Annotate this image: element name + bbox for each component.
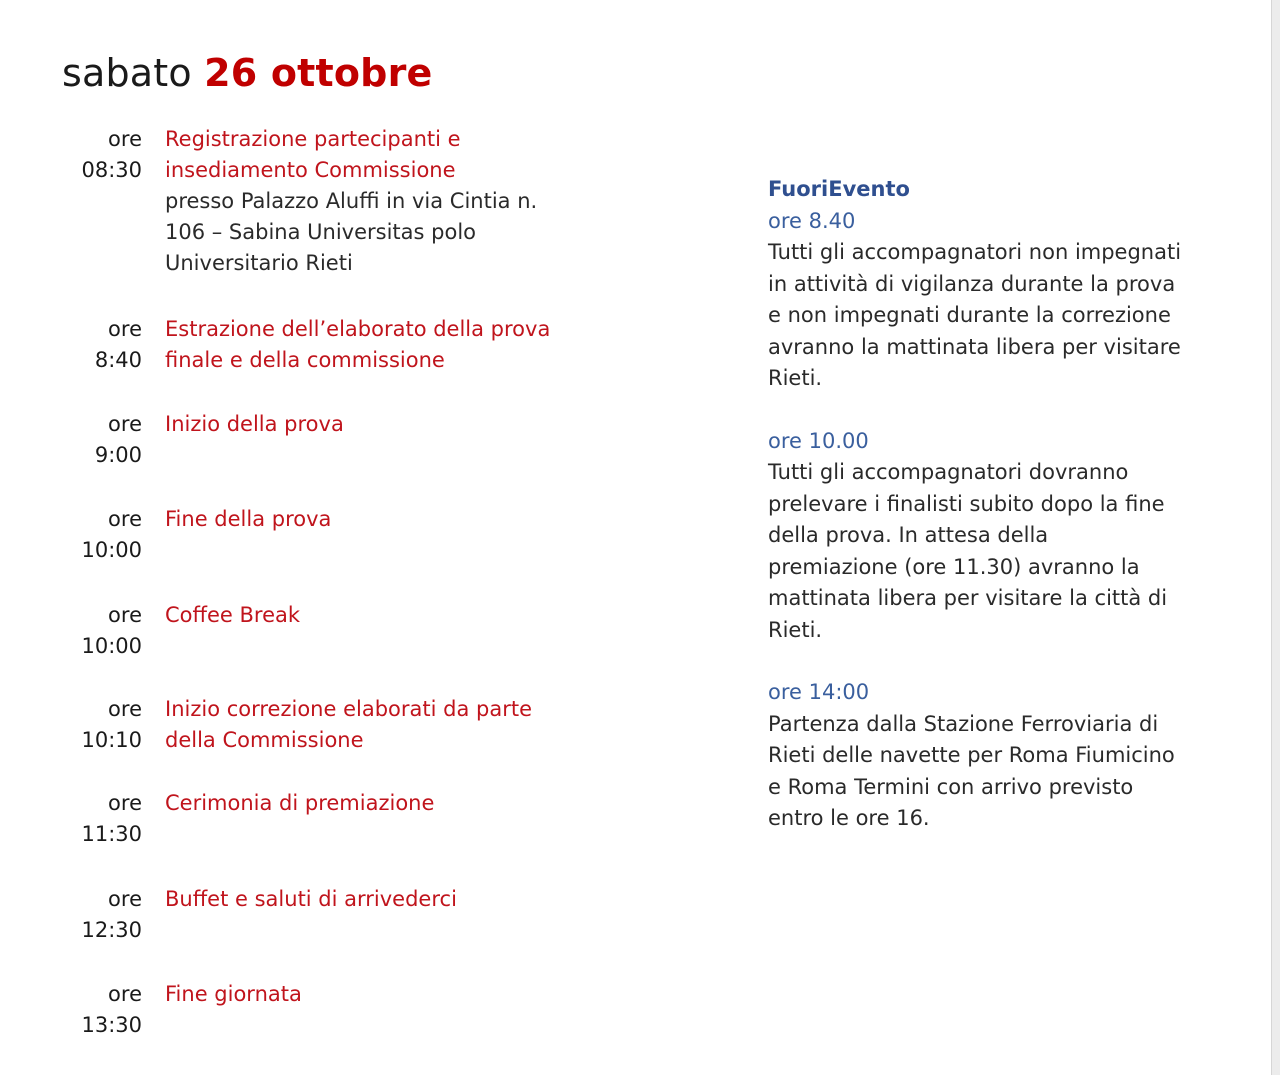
schedule-description (165, 694, 585, 756)
title-day: sabato (62, 51, 192, 95)
fuori-evento-block (768, 426, 1208, 647)
ore-label: ore (108, 127, 142, 151)
schedule-time (62, 314, 142, 376)
fuori-evento-text: Tutti gli accompagnatori non impegnati in attività di vigilanza durante la prova e non impegnati durante la correzione avranno la mattinata libera per visitare Rieti. (768, 240, 1182, 390)
schedule-time (62, 409, 142, 471)
ore-label: ore (108, 982, 142, 1006)
fuori-evento-time: ore 8.40 (768, 208, 856, 233)
schedule-title: Fine della prova (165, 507, 332, 531)
ore-label: ore (108, 887, 142, 911)
schedule-time (62, 600, 142, 662)
schedule-title: Inizio della prova (165, 412, 344, 436)
ore-label: ore (108, 507, 142, 531)
schedule-time (62, 124, 142, 186)
schedule-title: Buffet e saluti di arrivederci (165, 887, 457, 911)
fuori-evento-time: ore 14:00 (768, 680, 870, 704)
schedule-description (165, 124, 585, 279)
time-value: 13:30 (81, 1013, 142, 1037)
ore-label: ore (108, 412, 142, 436)
schedule-description (165, 884, 585, 915)
ore-label: ore (108, 791, 142, 815)
schedule-description (165, 788, 585, 819)
time-value: 08:30 (81, 158, 142, 182)
fuori-evento-block (768, 677, 1208, 835)
schedule-title: Inizio correzione elaborati da parte della Commissione (165, 697, 532, 752)
schedule-title: Fine giornata (165, 982, 302, 1006)
schedule-description (165, 409, 585, 440)
page-title (62, 46, 433, 100)
title-date: 26 ottobre (204, 51, 433, 95)
schedule-title: Cerimonia di premiazione (165, 791, 435, 815)
time-value: 10:00 (81, 538, 142, 562)
ore-label: ore (108, 603, 142, 627)
schedule-description (165, 314, 585, 376)
schedule-title: Estrazione dell’elaborato della prova finale e della commissione (165, 317, 551, 372)
fuori-evento-panel (768, 174, 1208, 866)
fuori-evento-heading: FuoriEvento (768, 177, 910, 201)
schedule-time (62, 884, 142, 946)
time-value: 11:30 (81, 822, 142, 846)
schedule-time (62, 979, 142, 1041)
page-edge (1271, 0, 1280, 1075)
fuori-evento-block (768, 206, 1208, 395)
fuori-evento-text: Partenza dalla Stazione Ferroviaria di Rieti delle navette per Roma Fiumicino e Roma Termini con arrivo previsto entro le ore 16. (768, 711, 1175, 830)
ore-label: ore (108, 697, 142, 721)
schedule-description (165, 600, 585, 631)
time-value: 12:30 (81, 918, 142, 942)
ore-label: ore (108, 317, 142, 341)
schedule-time (62, 504, 142, 566)
fuori-evento-text: Tutti gli accompagnatori dovranno prelevare i finalisti subito dopo la fine della prova. In attesa della premiazione (ore 11.30) avranno la mattinata libera per visitare la città di Rieti. (768, 460, 1168, 642)
schedule-title: Registrazione partecipanti e insediamento Commissione (165, 127, 461, 182)
schedule-description (165, 979, 585, 1010)
schedule-description (165, 504, 585, 535)
fuori-evento-time: ore 10.00 (768, 428, 869, 453)
time-value: 9:00 (94, 443, 142, 467)
schedule-time (62, 788, 142, 850)
schedule-title: Coffee Break (165, 603, 301, 627)
time-value: 10:00 (81, 634, 142, 658)
schedule-detail: presso Palazzo Aluffi in via Cintia n. 106 – Sabina Universitas polo Universitario Rieti (165, 189, 538, 275)
schedule-time (62, 694, 142, 756)
time-value: 8:40 (94, 348, 142, 372)
time-value: 10:10 (81, 728, 142, 752)
